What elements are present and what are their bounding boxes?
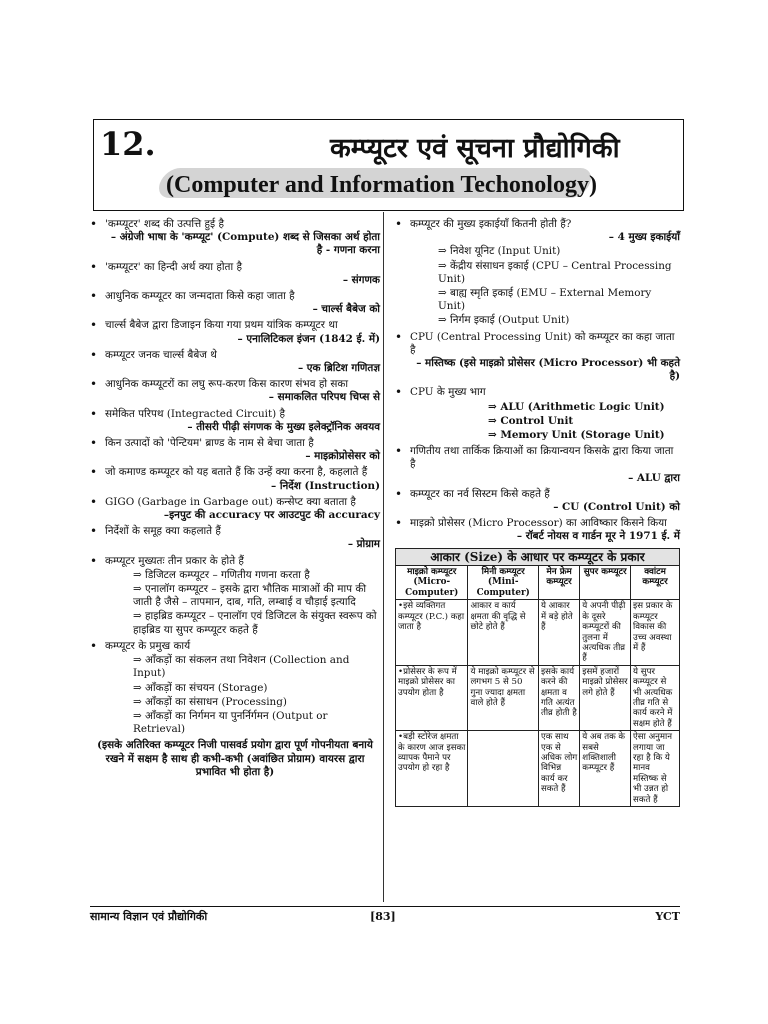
table-cell: इसमें हजारों माइक्रो प्रोसेसर लगे होते हैं [580, 665, 631, 730]
table-row [396, 665, 680, 730]
column-header: माइक्रो कम्प्यूटर (Micro-Computer) [396, 566, 468, 600]
table-cell: ऐसा अनुमान लगाया जा रहा है कि ये मानव मस्तिष्क से भी उन्नत हो सकते हैं [631, 731, 680, 807]
task-item: ⇒ आँकड़ों का निर्गमन या पुनर्निर्गमन (Output or Retrieval) [133, 709, 328, 736]
chapter-title-english: (Computer and Information Techonology) [166, 172, 597, 198]
column-header: मेन फ्रेम कम्प्यूटर [538, 566, 579, 600]
analog-computer: ⇒ एनालॉग कम्प्यूटर – इसके द्वारा भौतिक मात्राओं की माप की जाती है जैसे – तापमान, दाब, गति, लम्बाई व चौड़ाई इत्यादि [133, 583, 367, 609]
table-cell: इस प्रकार के कम्प्यूटर विकास की उच्च अवस्था में हैं [631, 600, 680, 665]
qa-item: • CPU (Central Processing Unit) को कम्प्यूटर का कहा जाता है – मस्तिष्क (इसे माइक्रो प्रोसेसर (Micro Processor) भी कहते है) [395, 331, 680, 384]
task-item: ⇒ आँकड़ों का संकलन तथा निवेशन (Collection and Input) [133, 654, 350, 680]
chapter-number: 12. [100, 125, 156, 163]
table-cell: •प्रोसेसर के रूप में माइक्रो प्रोसेसर का उपयोग होता है [396, 665, 468, 730]
table-cell: •इसे व्यक्तिगत कम्प्यूटर (P.C.) कहा जाता है [396, 600, 468, 665]
unit-item: ⇒ निर्गम इकाई (Output Unit) [438, 314, 570, 327]
computer-tasks: • कम्प्यूटर के प्रमुख कार्य ⇒ आँकड़ों का संकलन तथा निवेशन (Collection and Input) ⇒ आँकड़ों का संचयन (Storage) ⇒ आँकड़ों का संसाधन (Processing) ⇒ आँकड़ों का निर्गमन या पुनर्निर्गमन (Output or Retrieval) [90, 640, 380, 736]
table-cell: ये माइक्रो कम्प्यूटर से लगभग 5 से 50 गुना ज्यादा क्षमता वाले होते हैं [468, 665, 538, 730]
qa-item: • कम्प्यूटर का नर्व सिस्टम किसे कहते हैं – CU (Control Unit) को [395, 488, 680, 514]
column-header: क्वांटम कम्प्यूटर [631, 566, 680, 600]
column-header: मिनी कम्प्यूटर (Mini-Computer) [468, 566, 538, 600]
table-cell [468, 731, 538, 807]
left-column [90, 218, 380, 779]
cpu-part: ⇒ Control Unit [488, 414, 574, 427]
table-cell: ये अपनी पीढ़ी के दूसरे कम्प्यूटरों की तुलना में अत्यधिक तीव्र हैं [580, 600, 631, 665]
qa-item: • चार्ल्स बैबेज द्वारा डिजाइन किया गया प्रथम यांत्रिक कम्प्यूटर था – एनालिटिकल इंजन (1842 ई. में) [90, 319, 380, 345]
unit-item: ⇒ केंद्रीय संसाधन इकाई (CPU – Central Processing Unit) [438, 259, 672, 285]
chapter-title-hindi: कम्प्यूटर एवं सूचना प्रौद्योगिकी [330, 133, 620, 164]
qa-item: • GIGO (Garbage in Garbage out) कन्सेप्ट क्या बताता है –इनपुट की accuracy पर आउटपुट की accuracy [90, 496, 380, 522]
table-caption: आकार (Size) के आधार पर कम्प्यूटर के प्रकार [396, 548, 680, 565]
cpu-part: ⇒ Memory Unit (Storage Unit) [488, 429, 665, 442]
qa-item: • गणितीय तथा तार्किक क्रियाओं का क्रियान्वयन किसके द्वारा किया जाता है – ALU द्वारा [395, 445, 680, 485]
qa-item: • 'कम्प्यूटर' शब्द की उत्पत्ति हुई है – अंग्रेजी भाषा के 'कम्प्यूट' (Compute) शब्द से जिसका अर्थ होता है - गणना करना [90, 218, 380, 258]
table-cell: इसके कार्य करने की क्षमता व गति अत्यंत तीव्र होती है [538, 665, 579, 730]
qa-item: • समेकित परिपथ (Integracted Circuit) है – तीसरी पीढ़ी संगणक के मुख्य इलेक्ट्रॉनिक अवयव [90, 408, 380, 434]
table-cell: ये सुपर कम्प्यूटर से भी अत्यधिक तीव्र गति से कार्य करने में सक्षम होते हैं [631, 665, 680, 730]
size-types-table [395, 548, 680, 807]
qa-item: • CPU के मुख्य भाग ⇒ ALU (Arithmetic Logic Unit) ⇒ Control Unit ⇒ Memory Unit (Storage Unit) [395, 386, 680, 442]
footer-subject: सामान्य विज्ञान एवं प्रौद्योगिकी [90, 910, 208, 923]
table-cell: ये अब तक के सबसे शक्तिशाली कम्प्यूटर हैं [580, 731, 631, 807]
table-cell: एक साथ एक से अधिक लोग विभिन्न कार्य कर सकते हैं [538, 731, 579, 807]
qa-item: • कम्प्यूटर जनक चार्ल्स बैबेज थे – एक ब्रिटिश गणितज्ञ [90, 349, 380, 375]
table-row [396, 600, 680, 665]
cpu-part: ⇒ ALU (Arithmetic Logic Unit) [488, 400, 665, 413]
hybrid-computer: ⇒ हाइब्रिड कम्प्यूटर – एनालॉग एवं डिजिटल के संयुक्त स्वरूप को हाइब्रिड या सुपर कम्प्यूटर कहते हैं [133, 610, 377, 636]
right-column [395, 218, 680, 807]
qa-item: • आधुनिक कम्प्यूटरों का लघु रूप-करण किस कारण संभव हो सका – समाकलित परिपथ चिप्स से [90, 378, 380, 404]
qa-item: • आधुनिक कम्प्यूटर का जन्मदाता किसे कहा जाता है – चार्ल्स बैबेज को [90, 290, 380, 316]
page-number: [83] [370, 910, 396, 923]
table-cell: आकार व कार्य क्षमता की वृद्धि से छोटे होते हैं [468, 600, 538, 665]
table-header-row [396, 566, 680, 600]
task-item: ⇒ आँकड़ों का संसाधन (Processing) [133, 695, 287, 708]
column-divider [383, 212, 384, 902]
task-item: ⇒ आँकड़ों का संचयन (Storage) [133, 681, 268, 694]
digital-computer: ⇒ डिजिटल कम्प्यूटर – गणितीय गणना करता है [133, 568, 310, 581]
qa-item: • जो कमाण्ड कम्प्यूटर को यह बताते हैं कि उन्हें क्या करना है, कहलाते हैं – निर्देश (Instruction) [90, 466, 380, 492]
column-header: सुपर कम्प्यूटर [580, 566, 631, 600]
unit-item: ⇒ बाह्य स्मृति इकाई (EMU – External Memory Unit) [438, 287, 652, 313]
footer-publisher: YCT [655, 910, 680, 923]
page-footer [90, 906, 680, 924]
qa-item: • किन उत्पादों को 'पेन्टियम' ब्राण्ड के नाम से बेचा जाता है – माइक्रोप्रोसेसर को [90, 437, 380, 463]
table-row [396, 731, 680, 807]
qa-item: • कम्प्यूटर की मुख्य इकाईयाँ कितनी होती हैं? – 4 मुख्य इकाईयाँ ⇒ निवेश यूनिट (Input Unit) ⇒ केंद्रीय संसाधन इकाई (CPU – Central Processing Unit) ⇒ बाह्य स्मृति इकाई (EMU – External Memory Unit) ⇒ निर्गम इकाई (Output Unit) [395, 218, 680, 328]
computer-types: • कम्प्यूटर मुख्यतः तीन प्रकार के होते हैं ⇒ डिजिटल कम्प्यूटर – गणितीय गणना करता है ⇒ एनालॉग कम्प्यूटर – इसके द्वारा भौतिक मात्राओं की माप की जाती है जैसे – तापमान, दाब, गति, लम्बाई व चौड़ाई इत्यादि ⇒ हाइब्रिड कम्प्यूटर – एनालॉग एवं डिजिटल के संयुक्त स्वरूप को हाइब्रिड या सुपर कम्प्यूटर कहते हैं [90, 555, 380, 637]
qa-item: • माइक्रो प्रोसेसर (Micro Processor) का आविष्कार किसने किया – रॉबर्ट नोयस व गार्डन मूर ने 1971 ई. में [395, 517, 680, 543]
table-cell: ये आकार में बड़े होते हैं [538, 600, 579, 665]
qa-item: • 'कम्प्यूटर' का हिन्दी अर्थ क्या होता है – संगणक [90, 261, 380, 287]
qa-item: • निर्देशों के समूह क्या कहलाते हैं – प्रोग्राम [90, 525, 380, 551]
tasks-note: (इसके अतिरिक्त कम्प्यूटर निजी पासवर्ड प्रयोग द्वारा पूर्ण गोपनीयता बनाये रखने में सक्षम है साथ ही कभी-कभी (अवांछित प्रोग्राम) वायरस द्वारा प्रभावित भी होता है) [97, 739, 373, 778]
unit-item: ⇒ निवेश यूनिट (Input Unit) [438, 245, 561, 258]
table-cell: •बड़ी स्टोरेज क्षमता के कारण आज इसका व्यापक पैमाने पर उपयोग हो रहा है [396, 731, 468, 807]
